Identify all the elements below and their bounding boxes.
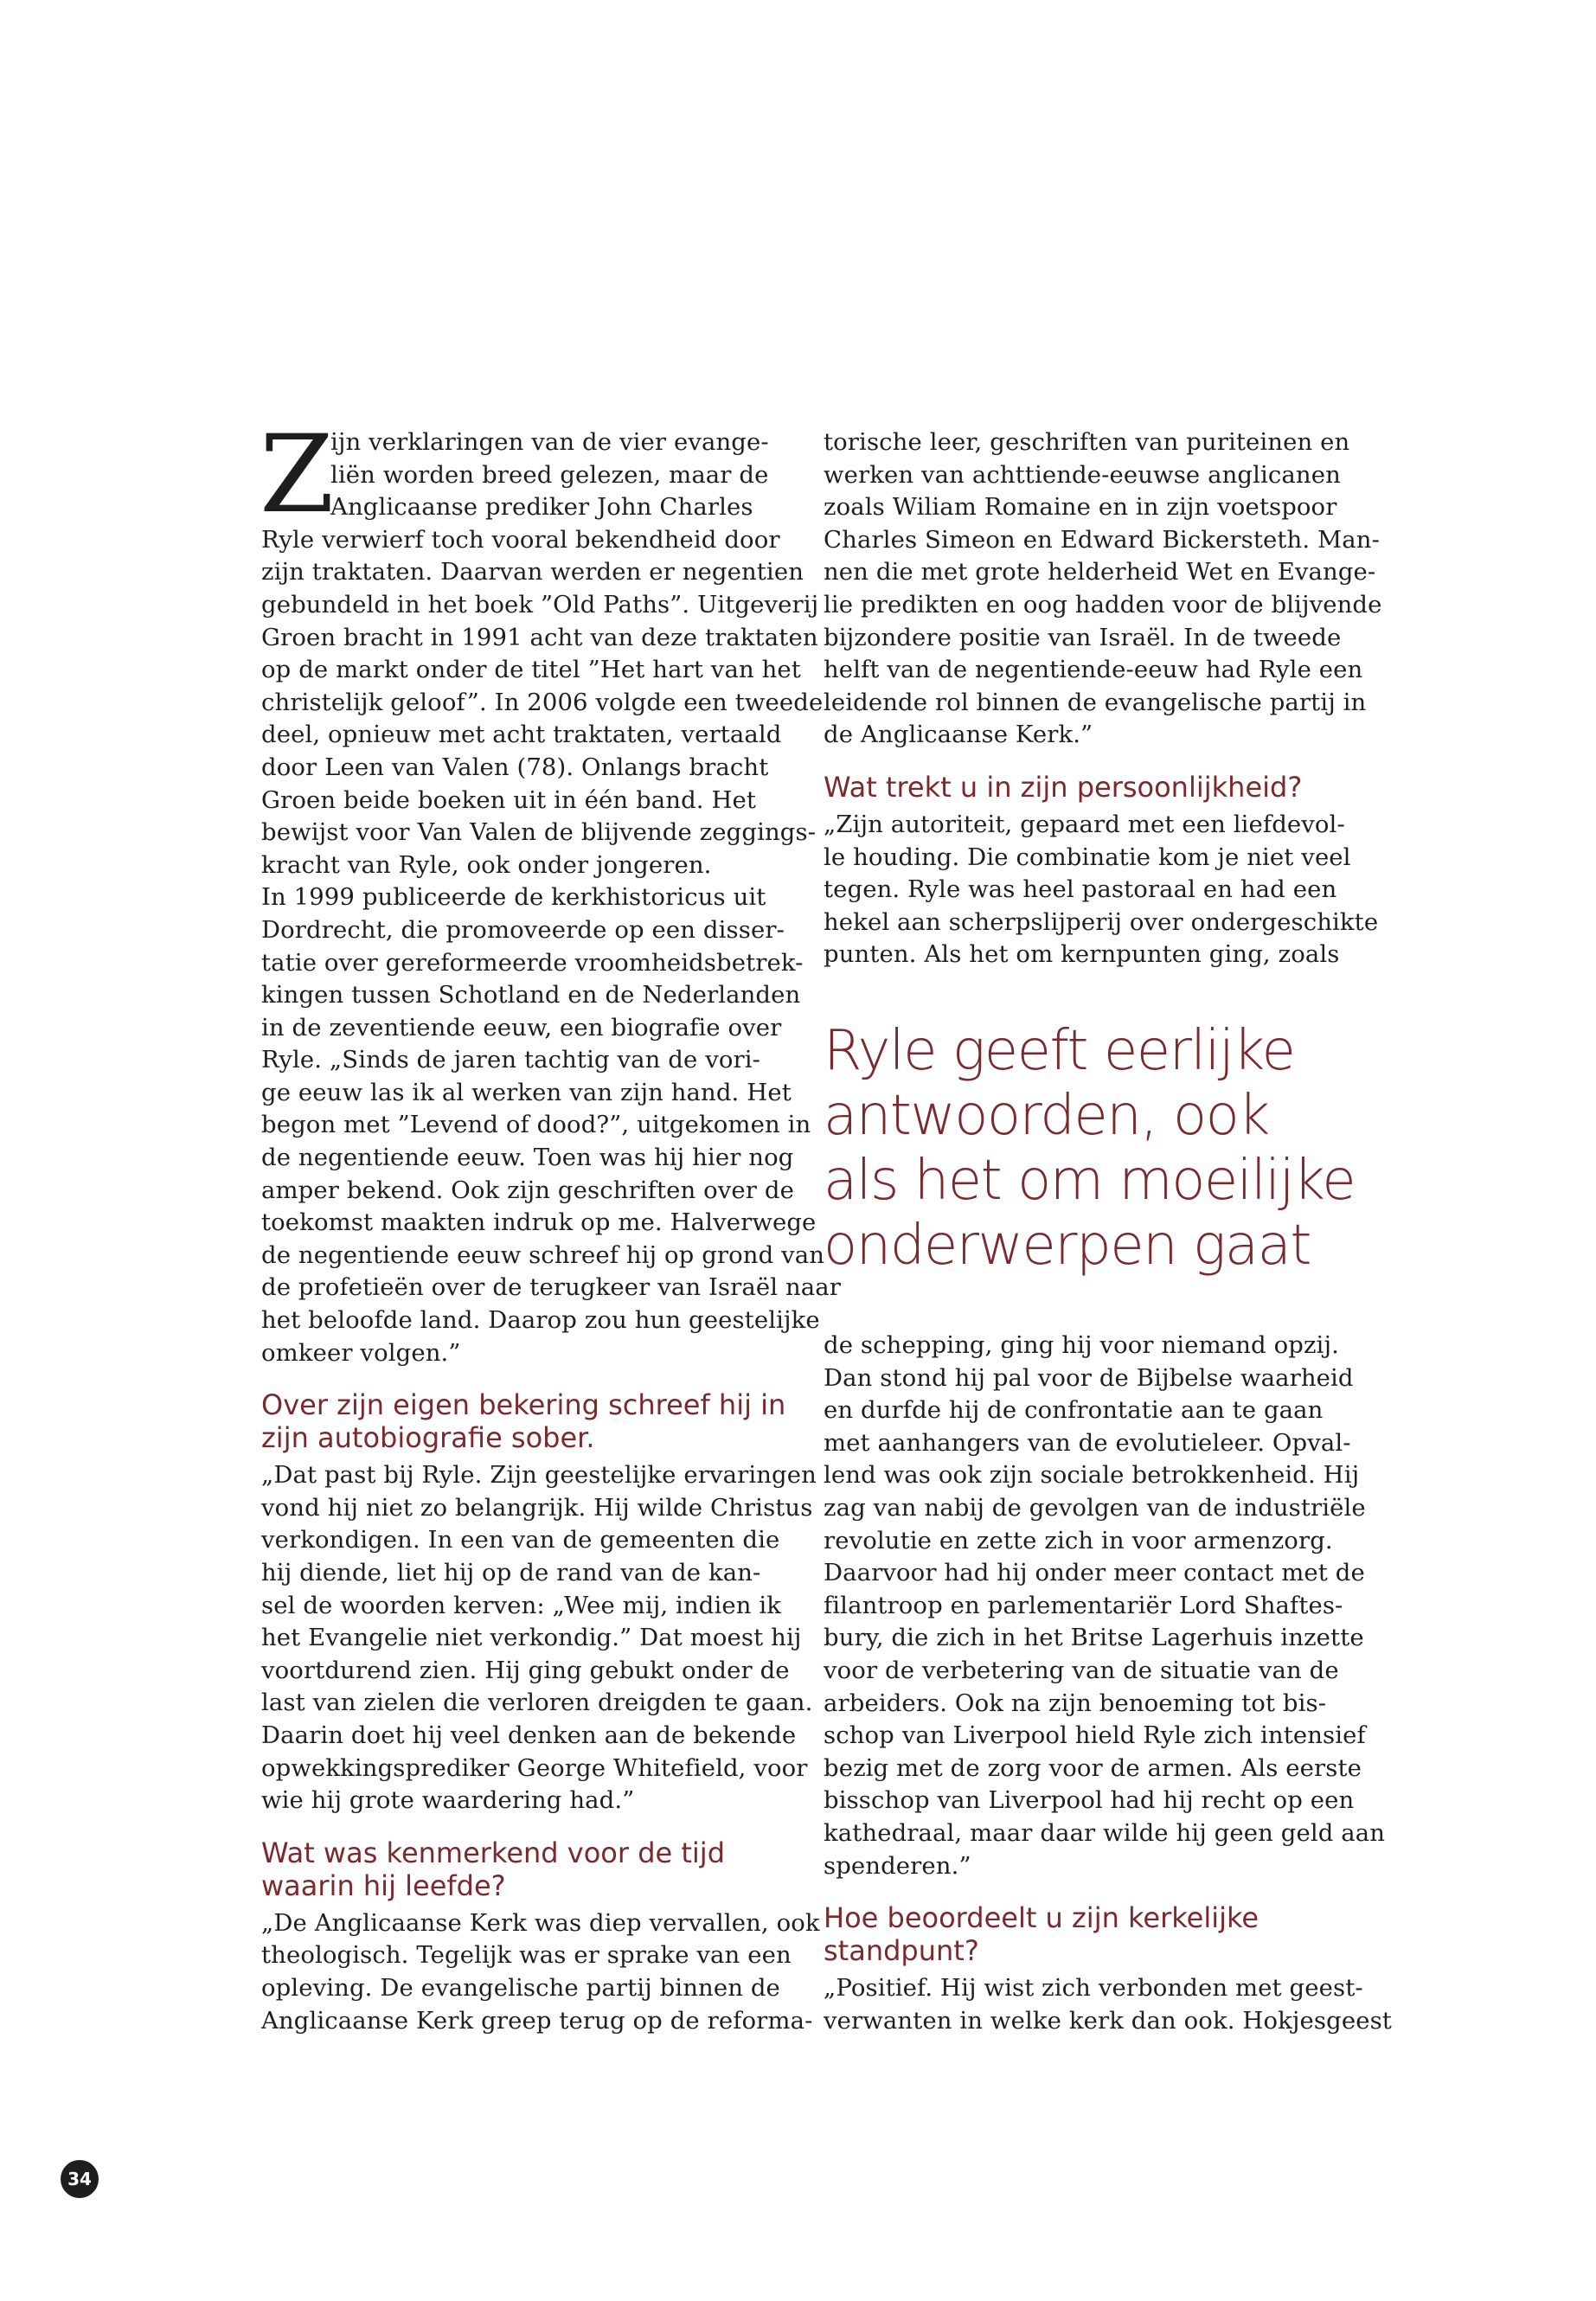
text-line: last van zielen die verloren dreigden te gaan.: [261, 1689, 813, 1717]
text-line: amper bekend. Ook zijn geschriften over de: [261, 1176, 794, 1204]
text-line: „Dat past bij Ryle. Zijn geestelijke ervaringen: [261, 1461, 817, 1490]
text-line: de profetieën over de terugkeer van Israël naar: [261, 1273, 842, 1302]
text-line: lend was ook zijn sociale betrokkenheid. Hij: [824, 1461, 1360, 1490]
intro-block: [260, 413, 798, 537]
text-line: sel de woorden kerven: „Wee mij, indien ik: [261, 1591, 782, 1619]
intro-line: Anglicaanse prediker John Charles: [330, 493, 753, 522]
pull-quote-line: als het om moeilijke: [824, 1149, 1356, 1213]
text-line: bezig met de zorg voor de armen. Als eerste: [824, 1753, 1362, 1782]
body-paragraph: [824, 1330, 1386, 1882]
text-line: Charles Simeon en Edward Bickersteth. Man-: [824, 525, 1380, 554]
body-paragraph: [824, 1972, 1392, 2037]
text-line: filantroop en parlementariër Lord Shaftes-: [824, 1591, 1343, 1619]
text-line: theologisch. Tegelijk was er sprake van een: [261, 1941, 792, 1970]
text-line: de negentiende eeuw. Toen was hij hier nog: [261, 1144, 794, 1172]
text-line: opwekkingsprediker George Whitefield, voor: [261, 1753, 808, 1782]
pull-quote-line: onderwerpen gaat: [824, 1214, 1311, 1278]
text-line: de Anglicaanse Kerk.”: [824, 721, 1093, 749]
text-line: voortdurend zien. Hij ging gebukt onder de: [261, 1656, 790, 1684]
heading-line: Wat trekt u in zijn persoonlijkheid?: [824, 770, 1303, 804]
text-line: de schepping, ging hij voor niemand opzij.: [824, 1331, 1339, 1359]
heading-line: Wat was kenmerkend voor de tijd: [261, 1836, 725, 1869]
text-line: Dan stond hij pal voor de Bijbelse waarheid: [824, 1363, 1354, 1392]
intro-line: ijn verklaringen van de vier evange-: [330, 428, 769, 456]
left-column: [260, 413, 842, 2037]
text-line: met aanhangers van de evolutieleer. Opval-: [824, 1428, 1351, 1457]
text-line: bijzondere positie van Israël. In de tweede: [824, 623, 1342, 651]
text-line: leidende rol binnen de evangelische partij in: [824, 688, 1367, 716]
text-line: Groen bracht in 1991 acht van deze traktaten: [261, 623, 818, 651]
text-line: toekomst maakten indruk op me. Halverwege: [261, 1208, 817, 1237]
text-line: nen die met grote helderheid Wet en Evange-: [824, 558, 1376, 586]
text-line: omkeer volgen.”: [261, 1338, 461, 1367]
text-line: zag van nabij de gevolgen van de industriële: [824, 1493, 1366, 1522]
text-line: Ryle. „Sinds de jaren tachtig van de vori-: [261, 1046, 761, 1074]
page-number: 34: [61, 2160, 99, 2198]
text-line: torische leer, geschriften van puriteinen en: [824, 428, 1350, 456]
text-line: Ryle verwierf toch vooral bekendheid door: [261, 525, 780, 554]
text-line: tatie over gereformeerde vroomheidsbetrek-: [261, 948, 804, 977]
text-line: verwanten in welke kerk dan ook. Hokjesgeest: [824, 2006, 1392, 2035]
drop-cap: Z: [260, 413, 335, 537]
text-line: opleving. De evangelische partij binnen de: [261, 1973, 780, 2002]
right-column-bottom: [824, 1330, 1392, 2037]
text-line: helft van de negentiende-eeuw had Ryle een: [824, 656, 1363, 684]
text-line: zijn traktaten. Daarvan werden er negentien: [261, 558, 804, 586]
text-line: „Positief. Hij wist zich verbonden met geest-: [824, 1974, 1363, 2003]
text-line: de negentiende eeuw schreef hij op grond van: [261, 1240, 825, 1269]
body-paragraph: [824, 809, 1379, 971]
text-line: door Leen van Valen (78). Onlangs bracht: [261, 753, 769, 781]
pull-quote-line: antwoorden, ook: [824, 1084, 1269, 1148]
pull-quote: [824, 1019, 1360, 1279]
text-line: vond hij niet zo belangrijk. Hij wilde Christus: [261, 1493, 813, 1522]
text-line: het beloofde land. Daarop zou hun geestelijke: [261, 1306, 820, 1335]
text-line: kingen tussen Schotland en de Nederlanden: [261, 981, 801, 1009]
pull-quote-line: Ryle geeft eerlijke: [824, 1019, 1295, 1083]
text-line: het Evangelie niet verkondig.” Dat moest hij: [261, 1624, 802, 1652]
text-line: hij diende, liet hij op de rand van de kan-: [261, 1559, 761, 1586]
text-line: spenderen.”: [824, 1851, 971, 1880]
text-line: kracht van Ryle, ook onder jongeren.: [261, 850, 712, 879]
heading-line: zijn autobiografie sober.: [261, 1421, 595, 1455]
text-line: „De Anglicaanse Kerk was diep vervallen, ook: [261, 1908, 820, 1937]
body-paragraph: [261, 1459, 817, 1817]
text-line: schop van Liverpool hield Ryle zich intensief: [824, 1721, 1366, 1750]
text-line: in de zeventiende eeuw, een biografie over: [261, 1013, 782, 1042]
heading-line: standpunt?: [824, 1934, 979, 1968]
text-line: punten. Als het om kernpunten ging, zoals: [824, 940, 1340, 969]
text-line: ge eeuw las ik al werken van zijn hand. Het: [261, 1078, 792, 1106]
text-line: tegen. Ryle was heel pastoraal en had een: [824, 875, 1337, 904]
text-line: Dordrecht, die promoveerde op een disser-: [261, 915, 785, 944]
text-line: In 1999 publiceerde de kerkhistoricus uit: [261, 883, 766, 912]
text-line: hekel aan scherpslijperij over ondergeschikte: [824, 907, 1379, 936]
body-paragraph: [261, 1907, 820, 2037]
text-line: bisschop van Liverpool had hij recht op een: [824, 1786, 1355, 1815]
text-line: en durfde hij de confrontatie aan te gaan: [824, 1396, 1324, 1425]
intro-line: liën worden breed gelezen, maar de: [330, 460, 769, 489]
text-line: deel, opnieuw met acht traktaten, vertaald: [261, 721, 782, 749]
text-line: arbeiders. Ook na zijn benoeming tot bis-: [824, 1689, 1327, 1717]
text-line: gebundeld in het boek ”Old Paths”. Uitgeverij: [261, 590, 819, 619]
text-line: kathedraal, maar daar wilde hij geen geld aan: [824, 1818, 1386, 1847]
section-heading: [261, 1836, 798, 1902]
section-heading: [824, 771, 1360, 804]
text-line: „Zijn autoriteit, gepaard met een liefdevol-: [824, 810, 1345, 838]
text-line: verkondigen. In een van de gemeenten die: [261, 1526, 780, 1554]
text-line: le houding. Die combinatie kom je niet veel: [824, 843, 1351, 871]
heading-line: Over zijn eigen bekering schreef hij in: [261, 1388, 786, 1422]
text-line: Groen beide boeken uit in één band. Het: [261, 785, 757, 814]
text-line: werken van achttiende-eeuwse anglicanen: [824, 460, 1341, 489]
heading-line: Hoe beoordeelt u zijn kerkelijke: [824, 1901, 1259, 1935]
section-heading: [261, 1388, 798, 1454]
body-paragraph: [824, 426, 1382, 752]
text-line: revolutie en zette zich in voor armenzorg.: [824, 1526, 1333, 1554]
text-line: begon met ”Levend of dood?”, uitgekomen in: [261, 1111, 811, 1139]
text-line: Daarvoor had hij onder meer contact met de: [824, 1559, 1365, 1587]
text-line: wie hij grote waardering had.”: [261, 1786, 635, 1815]
text-line: voor de verbetering van de situatie van de: [824, 1656, 1339, 1684]
right-column-top: [824, 426, 1382, 971]
text-line: bewijst voor Van Valen de blijvende zeggings-: [261, 818, 817, 847]
text-line: Daarin doet hij veel denken aan de bekende: [261, 1721, 797, 1749]
section-heading: [824, 1901, 1360, 1967]
body-paragraph: [261, 524, 842, 1369]
text-line: lie predikten en oog hadden voor de blijvende: [824, 590, 1382, 619]
text-line: op de markt onder de titel ”Het hart van het: [261, 656, 801, 684]
text-line: Anglicaanse Kerk greep terug op de reforma-: [261, 2006, 813, 2035]
text-line: zoals Wiliam Romaine en in zijn voetspoor: [824, 493, 1337, 522]
text-line: bury, die zich in het Britse Lagerhuis inzette: [824, 1624, 1364, 1652]
text-line: christelijk geloof”. In 2006 volgde een tweede: [261, 688, 824, 716]
heading-line: waarin hij leefde?: [261, 1868, 506, 1902]
